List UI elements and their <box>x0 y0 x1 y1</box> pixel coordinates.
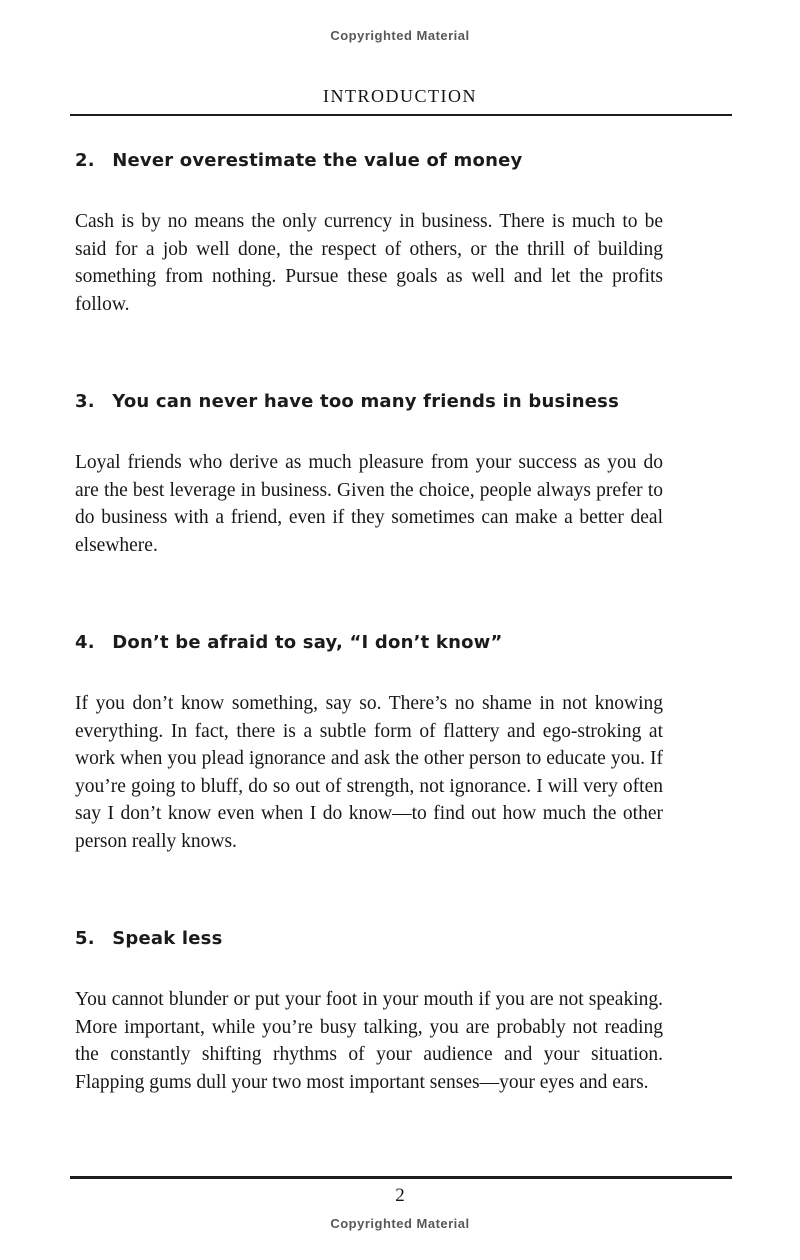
section <box>75 632 663 855</box>
section-title: You can never have too many friends in business <box>112 391 620 412</box>
section-heading <box>75 391 663 412</box>
header-rule <box>70 114 732 116</box>
copyright-notice-top: Copyrighted Material <box>330 28 470 43</box>
section-number: 5. <box>75 928 95 949</box>
section-heading <box>75 632 663 653</box>
section <box>75 928 663 1096</box>
section <box>75 391 663 559</box>
section-title: Don’t be afraid to say, “I don’t know” <box>112 632 503 653</box>
section-heading <box>75 928 663 949</box>
section-body: You cannot blunder or put your foot in your mouth if you are not speaking. More important, while you’re busy talking, you are probably not reading the constantly shifting rhythms of your audience and your situation. Flapping gums dull your two most important senses—your eyes and ears. <box>75 989 663 1093</box>
section-title: Speak less <box>112 928 223 949</box>
section <box>75 150 663 318</box>
footer-rule <box>70 1176 732 1179</box>
section-number: 4. <box>75 632 95 653</box>
copyright-notice-bottom: Copyrighted Material <box>330 1216 470 1231</box>
running-header: INTRODUCTION <box>323 86 477 106</box>
section-title: Never overestimate the value of money <box>112 150 523 171</box>
section-body: If you don’t know something, say so. There’s no shame in not knowing everything. In fact, there is a subtle form of flattery and ego-stroking at work when you plead ignorance and ask the other person to educate you. If you’re going to bluff, do so out of strength, not ignorance. I will very often say I don’t know even when I do know—to find out how much the other person really knows. <box>75 693 663 852</box>
section-number: 3. <box>75 391 95 412</box>
section-body: Cash is by no means the only currency in business. There is much to be said for a job well done, the respect of others, or the thrill of building something from nothing. Pursue these goals as well and let the profits follow. <box>75 211 663 315</box>
page-content <box>75 140 663 1096</box>
section-heading <box>75 150 663 171</box>
section-body: Loyal friends who derive as much pleasure from your success as you do are the best leverage in business. Given the choice, people always prefer to do business with a friend, even if they sometimes can make a better deal elsewhere. <box>75 452 663 556</box>
section-number: 2. <box>75 150 95 171</box>
page-number: 2 <box>395 1185 405 1206</box>
